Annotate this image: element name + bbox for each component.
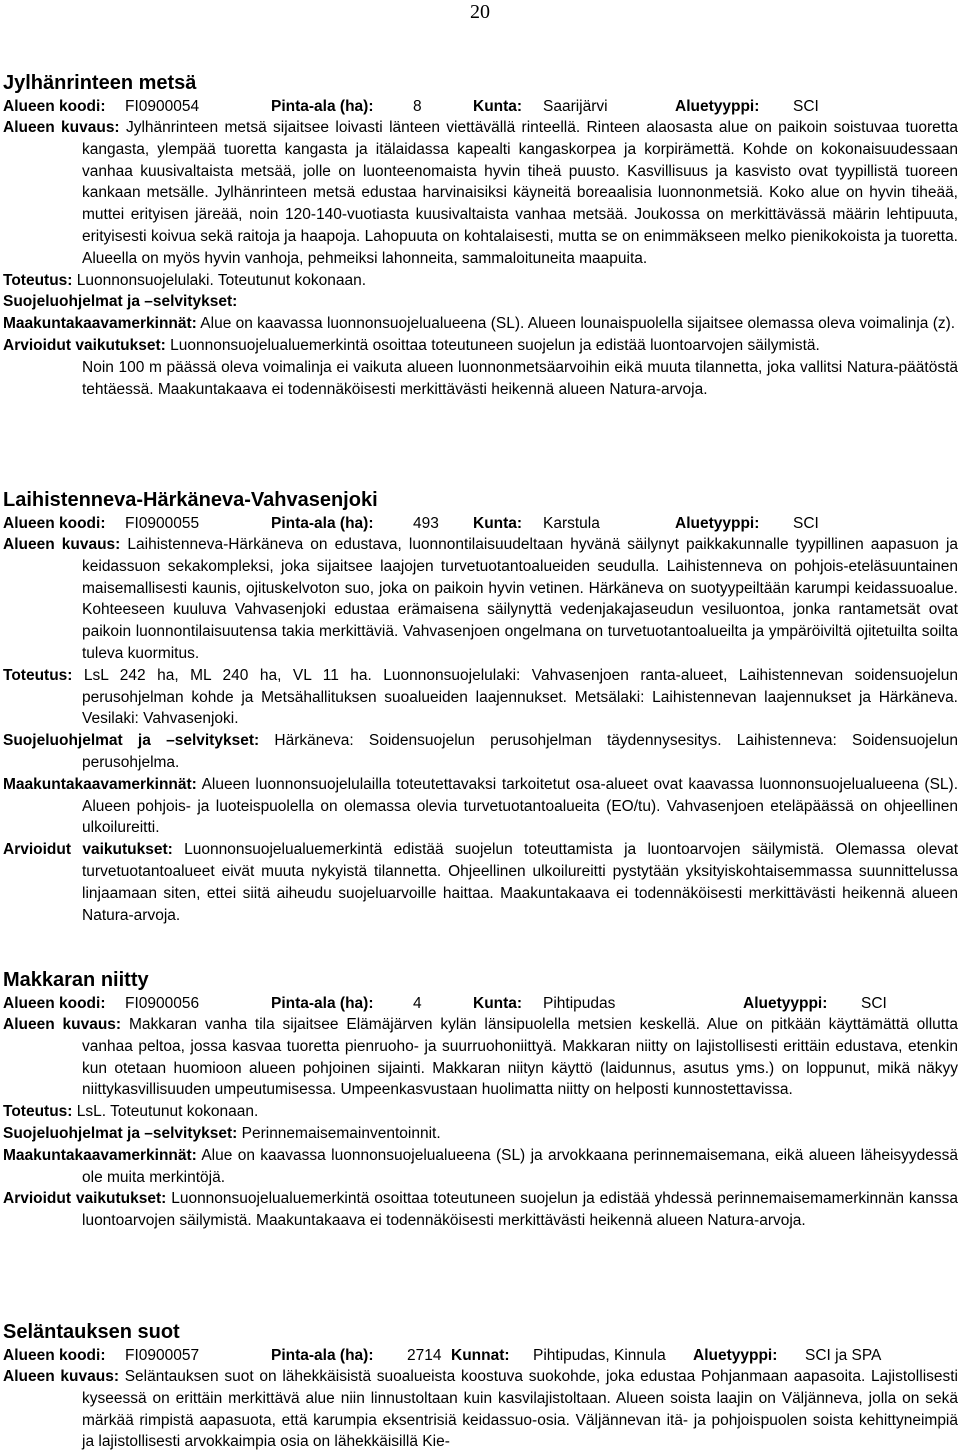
description-text: Seläntauksen suot on lähekkäisistä suoalueista koostuva suokohde, joka edustaa Pohjanmaan aapasoita. Lajistollisesti kyseessä on erittäin merkittävä alue niin linnustoltaan kuin kasvilajistoltaan. Alueen soista laajin on Väljänneva, jolla on sekä märkää rimpistä aapasuota, että karumpia eksentrisiä keidassuo-osia. Väljännevan itä- ja pohjoispuolen soista kehittyneimpiä ja lajistollisesti arvokkaimpia osia on lähekkäisillä Kie- <box>82 1368 959 1451</box>
regional-plan <box>3 774 958 839</box>
site-meta <box>3 514 958 534</box>
area-value: 8 <box>413 98 422 115</box>
area-value: 2714 <box>407 1347 442 1364</box>
regional-plan <box>3 313 958 335</box>
implementation-label: Toteutus: <box>3 666 73 684</box>
site-section <box>3 1320 958 1453</box>
area-label: Pinta-ala (ha): <box>271 995 374 1012</box>
programs-label: Suojeluohjelmat ja –selvitykset: <box>3 1124 238 1142</box>
code-label: Alueen koodi: <box>3 995 106 1012</box>
plan-label: Maakuntakaavamerkinnät: <box>3 1146 197 1164</box>
municipality-value: Pihtipudas <box>543 995 616 1012</box>
area-label: Pinta-ala (ha): <box>271 98 374 115</box>
impacts-text: Luonnonsuojelualuemerkintä osoittaa toteutuneen suojelun ja edistää luontoarvojen säilymistä. <box>170 336 820 354</box>
implementation <box>3 665 958 730</box>
implementation-text: LsL 242 ha, ML 240 ha, VL 11 ha. Luonnonsuojelulaki: Vahvasenjoen ranta-alueet, Laihistennevan soidensuojelun perusohjelman kohde ja Metsähallituksen suoalueiden laajennukset. Metsälaki: Laihistennevan laajennukset ja Härkäneva. Vesilaki: Vahvasenjoki. <box>82 666 958 728</box>
page-number: 20 <box>470 1 490 23</box>
impacts-label: Arvioidut vaikutukset: <box>3 841 173 859</box>
site-section <box>3 968 958 1232</box>
type-label: Aluetyyppi: <box>743 995 828 1012</box>
type-value: SCI <box>861 995 887 1012</box>
area-label: Pinta-ala (ha): <box>271 1347 374 1364</box>
code-value: FI0900056 <box>125 995 200 1012</box>
municipality-label: Kunta: <box>473 98 523 115</box>
section-title: Makkaran niitty <box>3 969 149 991</box>
impacts <box>3 335 958 357</box>
programs-text: Härkäneva: Soidensuojelun perusohjelman täydennysesitys. Laihistenneva: Soidensuojelun perusohjelma. <box>82 732 959 771</box>
municipality-label: Kunta: <box>473 995 523 1012</box>
implementation-text: Luonnonsuojelulaki. Toteutunut kokonaan. <box>76 271 367 289</box>
implementation-label: Toteutus: <box>3 271 73 289</box>
impacts-text: Luonnonsuojelualuemerkintä osoittaa toteutuneen suojelun ja edistää yhdessä perinnemaisemamerkinnän kanssa luontoarvojen säilymistä. Maakuntakaava ei todennäköisesti merkittävästi heikennä alueen Natura-arvoja. <box>82 1190 959 1230</box>
programs-label: Suojeluohjelmat ja –selvitykset: <box>3 732 260 750</box>
type-value: SCI ja SPA <box>805 1347 882 1364</box>
code-label: Alueen koodi: <box>3 1347 106 1364</box>
site-section <box>3 488 958 926</box>
programs-label: Suojeluohjelmat ja –selvitykset: <box>3 293 238 311</box>
type-value: SCI <box>793 98 819 115</box>
code-value: FI0900057 <box>125 1347 200 1364</box>
plan-text: Alueen luonnonsuojelulailla toteutettavaksi tarkoitetut osa-alueet ovat kaavassa luonnonsuojelualueena (SL). Alueen pohjois- ja luoteispuolella on olemassa olevia turvetuotantoalueita (EO/tu). Vahvasenjoen eteläpäässä on ohjeellinen ulkoilureitti. <box>82 775 958 837</box>
description <box>3 1014 958 1101</box>
type-label: Aluetyyppi: <box>675 515 760 532</box>
area-label: Pinta-ala (ha): <box>271 515 374 532</box>
type-value: SCI <box>793 515 819 532</box>
programs <box>3 1123 958 1145</box>
type-label: Aluetyyppi: <box>675 98 760 115</box>
code-value: FI0900055 <box>125 515 200 532</box>
code-label: Alueen koodi: <box>3 98 106 115</box>
description-label: Alueen kuvaus: <box>3 1016 122 1033</box>
code-value: FI0900054 <box>125 98 200 115</box>
implementation-label: Toteutus: <box>3 1103 73 1121</box>
description-text: Jylhänrinteen metsä sijaitsee loivasti länteen viettävällä rinteellä. Rinteen alaosasta alue on paikoin soistuvaa tuoretta kangasta, ylempää tuoretta kangasta ja itälaidassa kapealti kangaskorpea ja korpirämettä. Kohde on kokonaisuudessaan vanhaa kuusivaltaista metsää, jolle on luonteenomaista hyvin tiheä puusto. Kasvillisuus ja kasvisto ovat tyypillistä tuoreen kankaan metsälle. Jylhänrinteen metsä edustaa harvinaisiksi käyneitä boreaalisia luonnonmetsiä. Koko alue on hyvin tiheää, muttei erityisen järeää, noin 120-140-vuotiasta kuusivaltaista vanhaa metsää. Joukossa on merkittävässä määrin lehtipuuta, erityisesti koivua sekä raitoja ja haapoja. Lahopuuta on kohtalaisesti, mutta se on enimmäkseen melko pienikokoista ja tuoretta. Alueella on myös hyvin vanhoja, pehmeiksi lahonneita, sammaloituneita maapuita. <box>82 119 959 267</box>
description <box>3 1366 958 1453</box>
plan-label: Maakuntakaavamerkinnät: <box>3 775 197 793</box>
description-text: Makkaran vanha tila sijaitsee Elämäjärven kylän länsipuolella metsien keskellä. Alue on pitkään käyttämättä ollutta vanhaa peltoa, jossa kasvaa tuoretta pienruoho- ja suurruohoniittyä. Makkaran niitty on lajistollisesti erittäin edustava, etenkin kun otetaan huomioon alueen pohjoinen sijainti. Makkaran niityn käyttö (laidunnus, asutus yms.) on loppunut, mikä näkyy niittykasvillisuuden umpeutumisessa. Umpeenkasvustaan huolimatta niitty on helposti kunnostettavissa. <box>82 1016 958 1099</box>
municipality-label: Kunta: <box>473 515 523 532</box>
plan-text: Alue on kaavassa luonnonsuojelualueena (SL) ja arvokkaana perinnemaisemana, eikä alueen läheisyydessä ole muita merkintöjä. <box>82 1146 958 1186</box>
description-text: Laihistenneva-Härkäneva on edustava, luonnontilaisuudeltaan hyvänä säilynyt paikkakunnalle tyypillinen aapasuon ja keidassuon sekakompleksi, joka sijaitsee laajojen turvetuotantoalueiden seudulla. Laihistenneva on pohjois-eteläsuuntainen maisemallisesti kaunis, ojituskelvoton suo, joka on paikoin hyvin vetinen. Härkäneva on suotyypeiltään karumpi keidassuoalue. Kohteeseen kuuluva Vahvasenjoki edustaa erämaisena säilynyttä vedenjakajaseudun vesiluontoa, jonka rantametsät ovat paikoin luonnontilaisuutensa takia merkittäviä. Vahvasenjoen ongelmana on turvetuotantoalueilta ja ympäröiviltä ojitetuilta soilta tuleva kuormitus. <box>82 536 959 662</box>
municipality-value: Karstula <box>543 515 600 532</box>
site-section <box>3 71 958 400</box>
impacts-label: Arvioidut vaikutukset: <box>3 336 166 354</box>
plan-text: Alue on kaavassa luonnonsuojelualueena (SL). Alueen lounaispuolella sijaitsee olemassa oleva voimalinja (z). <box>200 315 956 333</box>
description-label: Alueen kuvaus: <box>3 1368 119 1385</box>
description-label: Alueen kuvaus: <box>3 536 121 553</box>
regional-plan <box>3 1145 958 1189</box>
programs <box>3 291 958 313</box>
description <box>3 534 958 665</box>
municipality-value: Saarijärvi <box>543 98 608 115</box>
impacts-text: Luonnonsuojelualuemerkintä edistää suojelun toteuttamista ja luontoarvojen säilymistä. Olemassa olevat turvetuotantoalueet eivät muuta nykyistä tilannetta. Ohjeellinen ulkoilureitti pystytään yksityiskohtaisemmassa suunnittelussa linjaamaan siten, ettei siitä aiheudu suojeluarvoille haittaa. Maakuntakaava ei todennäköisesti merkittävästi heikennä alueen Natura-arvoja. <box>82 841 959 924</box>
implementation-text: LsL. Toteutunut kokonaan. <box>76 1103 259 1121</box>
site-meta <box>3 97 958 117</box>
plan-label: Maakuntakaavamerkinnät: <box>3 315 197 333</box>
site-meta <box>3 1346 958 1366</box>
impacts <box>3 839 958 926</box>
impacts-continued: Noin 100 m päässä oleva voimalinja ei vaikuta alueen luonnonmetsäarvoihin eikä muuta tilannetta, joka vallitsi Natura-päätöstä tehtäessä. Maakuntakaava ei todennäköisesti merkittävästi heikennä alueen Natura-arvoja. <box>82 358 958 398</box>
municipality-value: Pihtipudas, Kinnula <box>533 1347 666 1364</box>
impacts-label: Arvioidut vaikutukset: <box>3 1190 167 1208</box>
description-label: Alueen kuvaus: <box>3 119 120 136</box>
implementation <box>3 270 958 292</box>
description <box>3 117 958 270</box>
municipality-label: Kunnat: <box>451 1347 510 1364</box>
section-title: Seläntauksen suot <box>3 1321 180 1343</box>
area-value: 493 <box>413 515 439 532</box>
programs <box>3 730 958 774</box>
section-title: Jylhänrinteen metsä <box>3 72 197 94</box>
impacts <box>3 1188 958 1232</box>
programs-text: Perinnemaisemainventoinnit. <box>241 1124 441 1142</box>
site-meta <box>3 994 958 1014</box>
implementation <box>3 1101 958 1123</box>
area-value: 4 <box>413 995 422 1012</box>
section-title: Laihistenneva-Härkäneva-Vahvasenjoki <box>3 489 378 511</box>
code-label: Alueen koodi: <box>3 515 106 532</box>
type-label: Aluetyyppi: <box>693 1347 778 1364</box>
